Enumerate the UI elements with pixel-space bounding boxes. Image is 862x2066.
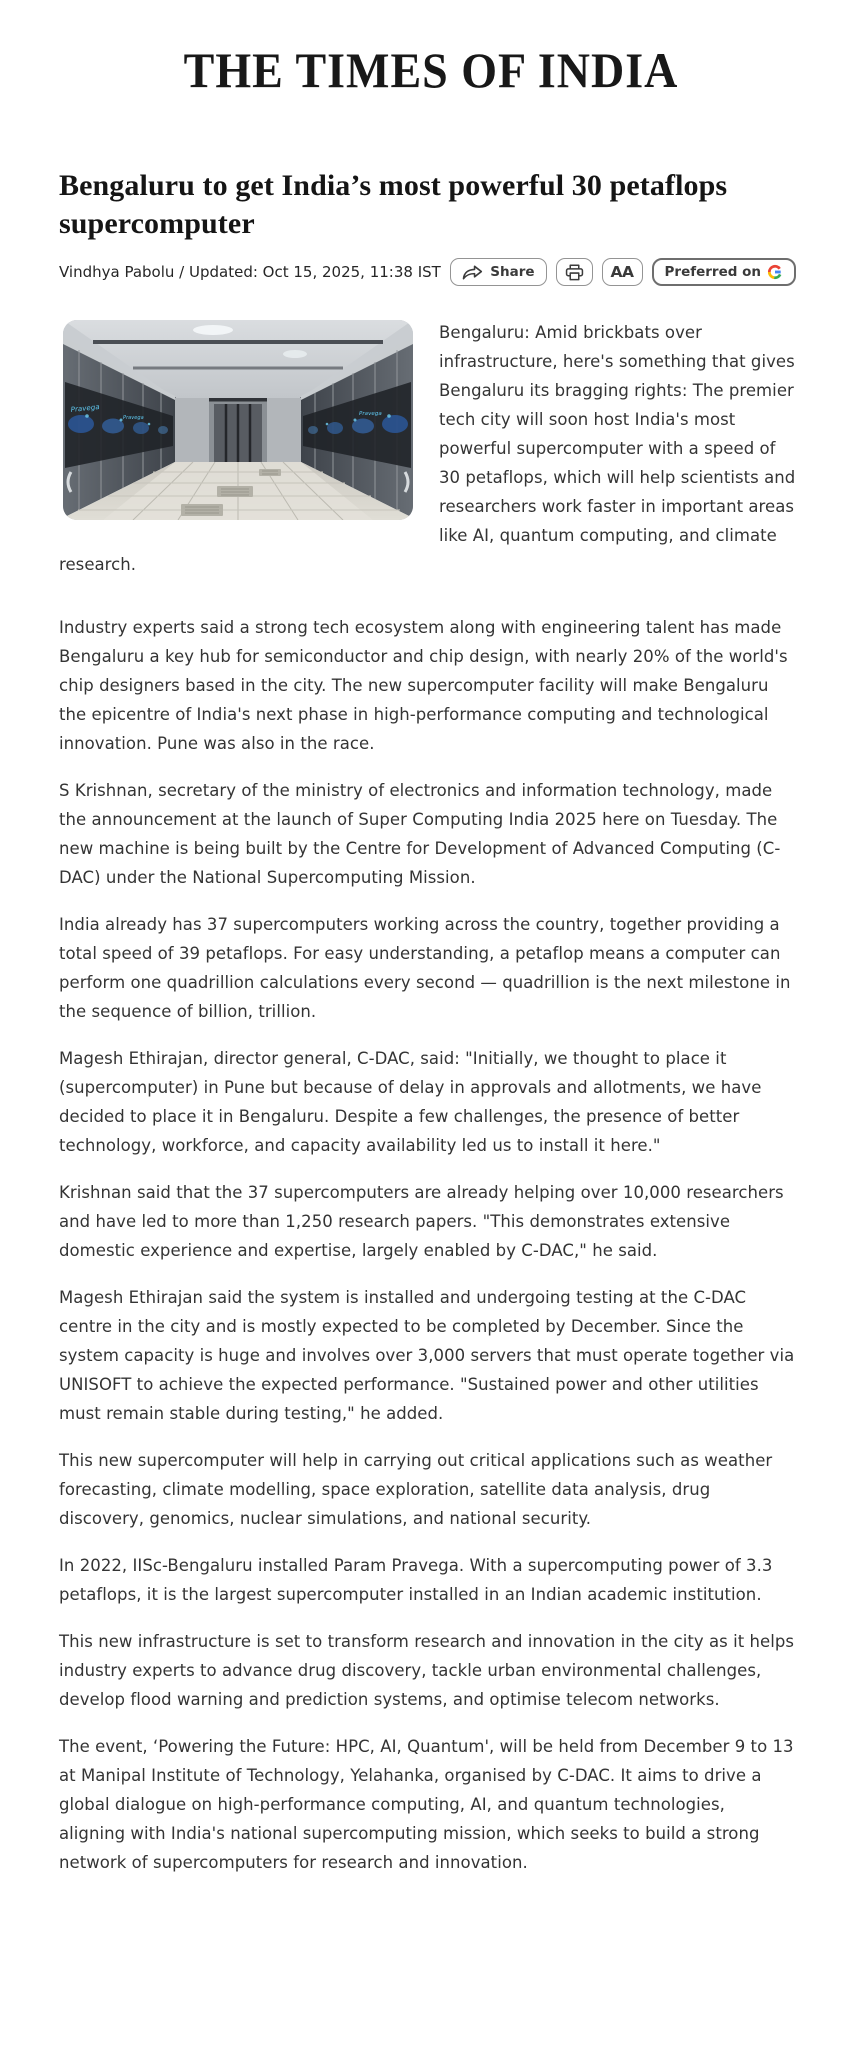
printer-icon	[565, 264, 584, 281]
rack-label-text: Pravega	[70, 403, 100, 414]
preferred-on-label: Preferred on	[664, 264, 761, 280]
paragraph: This new supercomputer will help in carrying out critical applications such as weather forecasting, climate modelling, space exploration, satellite data analysis, drug discovery, genomics, nuclear simulations, and national security.	[59, 1451, 773, 1528]
byline-row	[59, 258, 796, 286]
article-actions	[450, 258, 796, 286]
byline: Vindhya Pabolu / Updated: Oct 15, 2025, 11:38 IST	[59, 263, 441, 281]
masthead	[0, 0, 862, 97]
rack-label-text: Pravega	[123, 415, 144, 421]
font-size-button[interactable]	[602, 258, 643, 286]
paragraph: Bengaluru: Amid brickbats over infrastructure, here's something that gives Bengaluru its bragging rights: The premier tech city will soon host India's most powerful supercomputer with a speed of 30 petaflops, which will help scientists and researchers work faster in important areas like AI, quantum computing, and climate research.	[59, 323, 796, 574]
paragraph: Magesh Ethirajan said the system is installed and undergoing testing at the C-DAC centre in the city and is mostly expected to be completed by December. Since the system capacity is huge and involves over 3,000 servers that must operate together via UNISOFT to achieve the expected performance. "Sustained power and other utilities must remain stable during testing," he added.	[59, 1288, 795, 1423]
print-button[interactable]	[556, 258, 593, 286]
share-icon	[462, 265, 483, 280]
share-label: Share	[490, 264, 535, 280]
rack-label-text: Pravega	[359, 411, 382, 417]
google-g-icon	[767, 264, 783, 280]
paragraph: Magesh Ethirajan, director general, C-DAC, said: "Initially, we thought to place it (supercomputer) in Pune but because of delay in approvals and allotments, we have decided to place it in Bengaluru. Despite a few challenges, the presence of better technology, workforce, and capacity availability led us to install it here."	[59, 1049, 762, 1155]
paragraph: S Krishnan, secretary of the ministry of electronics and information technology, made the announcement at the launch of Super Computing India 2025 here on Tuesday. The new machine is being built by the Centre for Development of Advanced Computing (C-DAC) under the National Supercomputing Mission.	[59, 781, 781, 887]
paragraph: In 2022, IISc-Bengaluru installed Param Pravega. With a supercomputing power of 3.3 petaflops, it is the largest supercomputer installed in an Indian academic institution.	[59, 1556, 773, 1604]
preferred-on-google-button[interactable]	[652, 258, 796, 286]
paragraph: The event, ‘Powering the Future: HPC, AI, Quantum', will be held from December 9 to 13 at Manipal Institute of Technology, Yelahanka, organised by C-DAC. It aims to drive a global dialogue on high-performance computing, AI, and quantum technologies, aligning with India's national supercomputing mission, which seeks to build a strong network of supercomputers for research and innovation.	[59, 1737, 794, 1872]
article-content	[59, 167, 796, 1877]
font-size-label: AA	[610, 263, 634, 281]
paragraph: Krishnan said that the 37 supercomputers are already helping over 10,000 researchers and have led to more than 1,250 research papers. "This demonstrates extensive domestic experience and expertise, largely enabled by C-DAC," he said.	[59, 1183, 784, 1260]
article-image	[63, 320, 413, 520]
article-body	[59, 318, 796, 1877]
toi-logo[interactable]: THE TIMES OF INDIA	[183, 42, 679, 99]
article-headline: Bengaluru to get India’s most powerful 30 petaflops supercomputer	[59, 169, 728, 240]
share-button[interactable]	[450, 258, 546, 286]
paragraph: India already has 37 supercomputers working across the country, together providing a total speed of 39 petaflops. For easy understanding, a petaflop means a computer can perform one quadrillion calculations every second — quadrillion is the next milestone in the sequence of billion, trillion.	[59, 915, 791, 1021]
paragraph: Industry experts said a strong tech ecosystem along with engineering talent has made Bengaluru a key hub for semiconductor and chip design, with nearly 20% of the world's chip designers based in the city. The new supercomputer facility will make Bengaluru the epicentre of India's next phase in high-performance computing and technological innovation. Pune was also in the race.	[59, 618, 788, 753]
supercomputer-corridor-illustration	[63, 320, 413, 520]
paragraph: This new infrastructure is set to transform research and innovation in the city as it helps industry experts to advance drug discovery, tackle urban environmental challenges, develop flood warning and prediction systems, and optimise telecom networks.	[59, 1632, 795, 1709]
